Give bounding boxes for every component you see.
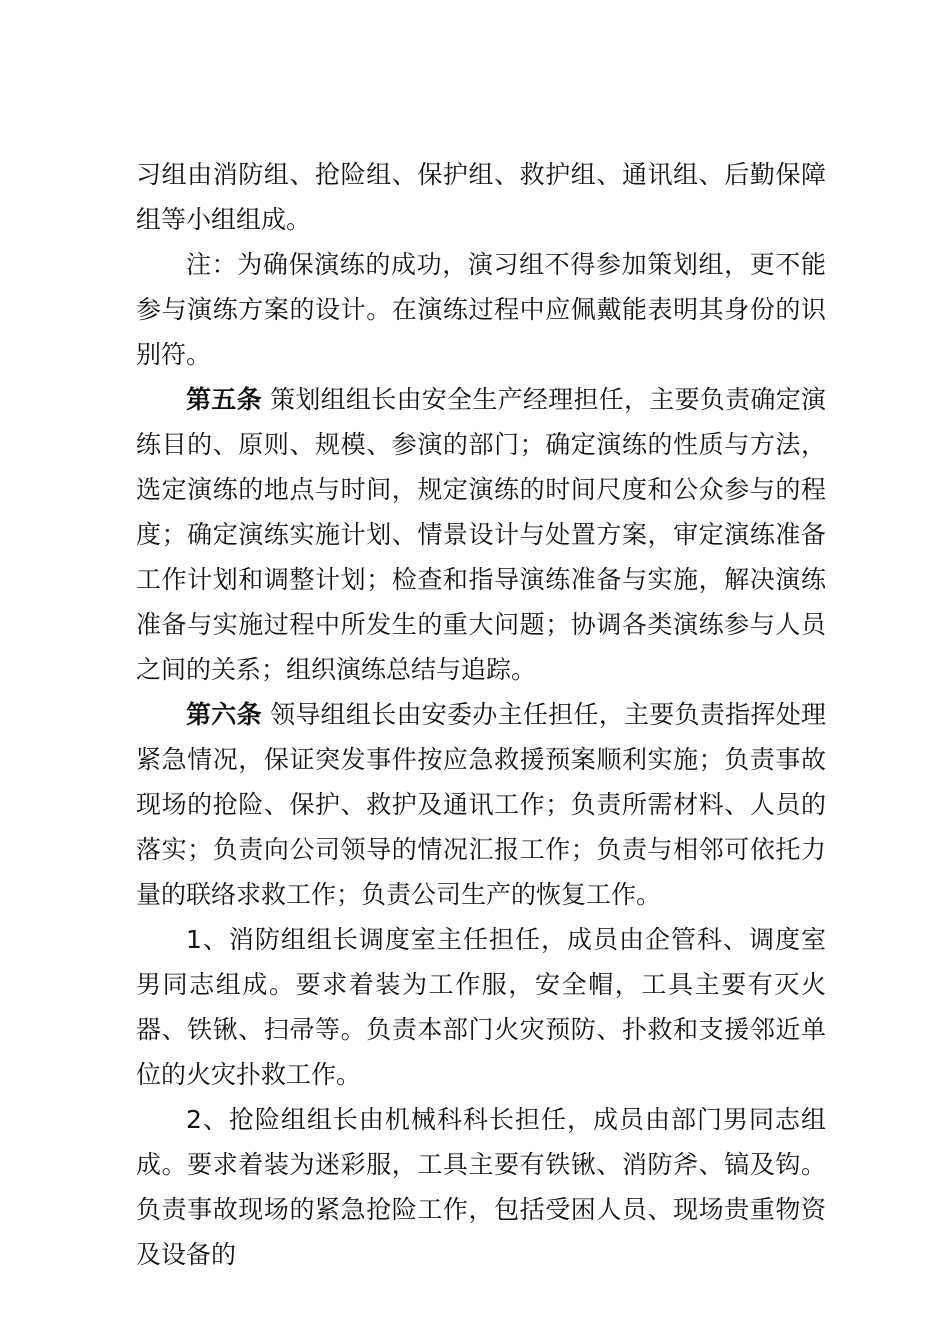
paragraph-fire-team bbox=[136, 917, 826, 1097]
document-body bbox=[136, 152, 826, 1277]
article-heading: 第五条 bbox=[186, 385, 262, 414]
paragraph-text: 领导组组长由安委办主任担任，主要负责指挥处理紧急情况，保证突发事件按应急救援预案顺利实施；负责事故现场的抢险、保护、救护及通讯工作；负责所需材料、人员的落实；负责向公司领导的情况汇报工作；负责与相邻可依托力量的联络求救工作；负责公司生产的恢复工作。 bbox=[136, 700, 826, 909]
paragraph-text: 1、消防组组长调度室主任担任，成员由企管科、调度室男同志组成。要求着装为工作服，安全帽，工具主要有灭火器、铁锹、扫帚等。负责本部门火灾预防、扑救和支援邻近单位的火灾扑救工作。 bbox=[136, 925, 826, 1089]
article-heading: 第六条 bbox=[186, 700, 262, 729]
paragraph-text: 2、抢险组组长由机械科科长担任，成员由部门男同志组成。要求着装为迷彩服，工具主要有铁锹、消防斧、镐及钩。负责事故现场的紧急抢险工作，包括受困人员、现场贵重物资及设备的 bbox=[136, 1105, 826, 1269]
paragraph-rescue-team bbox=[136, 1097, 826, 1277]
paragraph-text: 策划组组长由安全生产经理担任，主要负责确定演练目的、原则、规模、参演的部门；确定演练的性质与方法，选定演练的地点与时间，规定演练的时间尺度和公众参与的程度；确定演练实施计划、情景设计与处置方案，审定演练准备工作计划和调整计划；检查和指导演练准备与实施，解决演练准备与实施过程中所发生的重大问题；协调各类演练参与人员之间的关系；组织演练总结与追踪。 bbox=[136, 385, 826, 684]
paragraph-group-composition bbox=[136, 152, 826, 242]
paragraph-article-5 bbox=[136, 377, 826, 692]
paragraph-note bbox=[136, 242, 826, 377]
paragraph-text: 注：为确保演练的成功，演习组不得参加策划组，更不能参与演练方案的设计。在演练过程中应佩戴能表明其身份的识别符。 bbox=[136, 250, 826, 369]
paragraph-text: 习组由消防组、抢险组、保护组、救护组、通讯组、后勤保障组等小组组成。 bbox=[136, 160, 826, 234]
paragraph-article-6 bbox=[136, 692, 826, 917]
